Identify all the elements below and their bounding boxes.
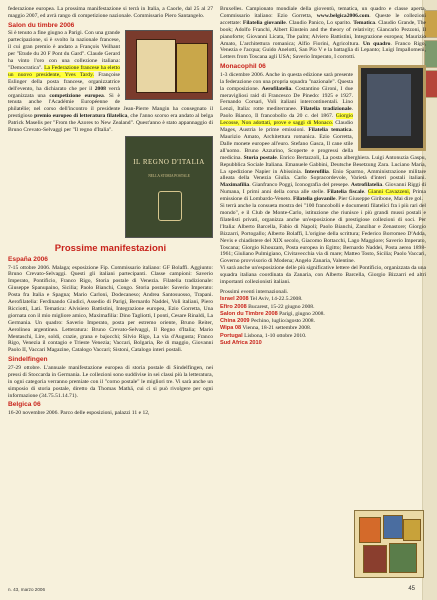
belgica-continued: . Claudio Grande, The book; Adolfo Franchi, Albert Einstein and the theory of relativity; Giancarlo Pezzoni, Il pianoforte; Giovanni Licata, The palm; Alviero Battistini, Integrazione europea; Maurizio Amato, L'architettura romanica; Alfio Fiorini, Agricoltura. (220, 19, 426, 47)
event-name: Sud Africa 2010 (220, 340, 262, 347)
monacophil-highlight: Giorgio Lecosse, Non adottati, prove e saggi di Monaco. (220, 113, 353, 127)
class-label: Interofilia (304, 168, 329, 175)
class-label: Storia postale (243, 154, 277, 161)
monacophil-text: . Giovanni Riggi di Numana, I primi anni della corsa alle stelle. (220, 182, 426, 196)
class-label: Aerofilatelia (261, 85, 292, 92)
event-detail: Pechino, luglio/agosto 2008. (250, 318, 315, 325)
monacophil-text: . Costantino Gironi, I due meravigliosi raid di Francesco De Pinedo: 1925 e 1927. Fernando Corsari, Voli italiani intercontinentali. Lino Lenzi, Italia: rotte mediterranee. (220, 85, 353, 113)
event-item (220, 333, 426, 340)
monacophil-text: Claudio Mages, Austria le prime emissioni. (220, 120, 353, 134)
class-label: Filatelia fiscale (327, 189, 365, 196)
monacophil-heading: Monacophil 06 (220, 63, 266, 71)
left-column (8, 6, 213, 417)
monacophil-stamp-image (358, 65, 426, 151)
event-item (220, 296, 426, 303)
event-item (220, 325, 426, 332)
class-label: Tematica (353, 19, 376, 26)
class-label: Maximafilia (220, 182, 250, 189)
belgica-continued: . Claudio Panico, Lo sparito. (285, 19, 354, 26)
regno-emblem (158, 191, 182, 221)
event-name: Portugal (220, 332, 243, 339)
event-item (220, 340, 426, 347)
monacophil-text: . Enrico Bertazzoli, La posta alberghiera. Luigi Antonuzia Gaspu, Repubblica Sociale Italiana. Emanuele Gabbini, Deutsche Besetzung Zara. Luciano Maria, La spedizione Napier in Abissinia. (220, 154, 426, 175)
issue-label: n. 43, marzo 2006 (8, 587, 46, 592)
regno-book-cover (125, 136, 213, 238)
salon-text: verrà organizzata una (8, 85, 120, 99)
monacophil-highlight: Gianni Cavazzeni, (367, 189, 411, 196)
salon-text: . Si è tenuta anche l'Académie Européenne de philatélie; nel corso dell'incontro il presidente Jean-Pierre Mangin ha consegnato il prestigioso (8, 92, 213, 120)
class-label: Filatelia tradizionale (300, 106, 352, 113)
monacophil-text: . (364, 189, 368, 196)
salon-heading: Salon du timbre 2006 (8, 21, 75, 29)
monacophil-text: Vi sarà anche un'esposizione delle più significative lettere del Pontificio, organizzata da una squadra italiana coordinata da Zanaria, con Alberto Barcella, Giorgio Bizzarri ed altri importanti collezionisti italiani. (220, 265, 426, 286)
salon-year: 2008 (94, 85, 106, 92)
monacophil-article (220, 61, 426, 286)
monacophil-text: Prima emissione di Lombardo-Veneto. (220, 189, 426, 203)
espana-heading: España 2006 (8, 255, 48, 263)
event-name: China 2009 (220, 318, 250, 325)
event-name: Efiro 2008 (220, 303, 247, 310)
salon-highlight: La Federazione francese ha eletto un nuovo presidente, Yves Tardy. (8, 64, 120, 78)
salon-text: Françoise Eslinger della posta francese, organizzatrice dell'evento, ha dichiarato che per il (8, 71, 120, 92)
collage-stamp (383, 515, 403, 539)
event-item (220, 311, 426, 318)
event-item (220, 318, 426, 325)
event-detail: Vienna, 18-21 settembre 2008. (242, 325, 312, 332)
collage-stamp (403, 519, 421, 541)
belgica-continued: Bruxelles. Campionato mondiale della gioventù, tematica, un quadro e classe aperta. Commissario italiano: Ezio Gorretta, (220, 6, 426, 19)
monacophil-text: 1-3 dicembre 2006. Anche in questa edizione sarà presente la federazione con una propria squadra "nazionale". Questa la composizione. (220, 71, 353, 92)
monacophil-text: . Pier Giuseppe Giribone, Mai dire gol. (335, 196, 423, 203)
monacophil-text: . Gianfranco Poggi, Iconografia del presepe. (249, 182, 351, 189)
collage-stamp (363, 545, 387, 573)
event-name: Israel 2008 (220, 296, 249, 303)
belgica-heading: Belgica 06 (8, 401, 41, 409)
belgica-url: www.belgica2006.com (316, 12, 370, 19)
event-name: Salon du Timbre 2008 (220, 310, 278, 317)
monacophil-text: . Maurizio Amato, Architettura romanica. Ezio Gorretta, Dalle monete europee all'euro. Stefano Gasca, Il cane stile all'uomo. Bruno Azzurino, Scoperte e progressi della medicina. (220, 127, 353, 161)
book-image (176, 43, 208, 93)
event-item (220, 304, 426, 311)
event-detail: Bucarest, 15-22 giugno 2008. (248, 303, 315, 310)
class-label: Un quadro (362, 40, 391, 47)
event-name: Wipa 08 (220, 325, 242, 332)
event-detail: Tel Aviv, 14-22.5.2008. (249, 296, 303, 303)
events-intro: Prossimi eventi internazionali. (220, 288, 289, 295)
page-number: 45 (408, 586, 415, 592)
monacophil-text: Si terrà anche la consueta mostra dei "100 francobolli e documenti filatelici fra i più rari del mondo", e il Club de Monte-Carlo, istituzione che riunisce i più grandi mussi postali e filatelisti privati, organizza anche un'esposizione di prestigiose collezioni di soci. Per l'Italia: Alberto Barcella, Fabio di Napoli; Paolo Bianchi, Zanzibar e Zenastore; Giorgio Bizzarri, Portogallo; Alberto Bolaffi, L'origine della scrittura; Federico Borromeo D'Adda, Nevis e chiadistere del XIX secolo, Giacomo Bottacchi, Lago Maggiore; Saverio Imperato, Toscana; Giorgio Khouzam, Posta europea in Egitto; Bernardo Naddei, Posta aerea 1898-1961; Giuliano Pulmigiano, Civitavecchia via di mare; Matteo Tosto, Sicilia; Paolo Vaccari, Governo provvisorio di Modena; Angelo Zanaria, Valentine. (220, 203, 426, 265)
salon-text: , che l'anno scorso era andato al belga Patrick Maselis per "From the Azores to New Zealand". Quest'anno è stato appannaggio di Bruno Crevato-Selvaggi per "Il regno d'Italia". (8, 113, 213, 134)
prossime-heading: Prossime manifestazioni (54, 243, 167, 254)
book-photo (125, 30, 213, 100)
belgica-text: 16-20 novembre 2006. Parco delle esposizioni, palazzi 11 e 12, (8, 410, 150, 416)
sindelfingen-text: 27-29 ottobre. L'annuale manifestazione europea di storia postale di Sindelfingen, nei pressi di Stoccarda in Germania. Le collezioni sono suddivise in sei classi più la letteratura, in ogni categoria verranno premiate con il "corno postale" le migliori tre. Vi sarà anche un simposio di storia postale, diretto da Thomas Mathä, cui ci si può rivolgere per ogni informazione (34.75.51.14.71). (8, 364, 213, 399)
class-label: Filatelia giovanile (293, 196, 336, 203)
salon-prize: premio europeo di letteratura filatelica (34, 113, 128, 120)
stamp-picture (367, 74, 411, 136)
class-label: Filatelia tematica (308, 127, 352, 134)
belgica-continued: . Queste le collezioni accettate: (220, 12, 426, 26)
espana-text: 7-15 ottobre 2006. Malaga; esposizione Fip. Commissario italiano: GF Bolaffi. Aggiunto: Bruno Crevato-Selvaggi. Questi gli italiani partecipanti. Classe campioni: Saverio Imperato, Pontificio, Franco Rigo, Storia postale di Venezia. Filatelia tradizionale: Giuseppe Spanupaino, Sicilia; Paolo Bianchi, Congo. Storia postale: Saverio Imperato: Posta fra Italia e Spagna; Mario Carloni, Dodecaneso; Andrea Santosuosso, Trapani. Aerofilatelia: Ferdinando Giudici, Assedio di Parigi, Bernardo Naddei, Voli italiani, Piero Ricciotti, Lati. Tematica: Alvisiero Battistini, Integrazione europea, Ezio Gorretta, Una giornata con il mio migliore amico, Maximafilia: Dino Tagliotti, I ponti, Cesare Rinaldi, La Germania. Un quadro: Saverio Imperato, posta per estremo oriente, Bruno Reiter, Aerolinea argentinea. Letteratura: Bruno Crevato-Selvaggi, Il Regno d'Italia; Mario Mentaschi, Lire, soldi, crazie, grana e bajocchi; Silvio Rigo, La via d'Augusta; Franco Rigo, Venezia il contagio e Trieste Venezia; Vaccari, Bolgaria, Re di maggio, Giovanni Paolo II, Vaccari Magazine, Catalogo Vaccari; Sistoni, Catalogo interi postali. (8, 264, 213, 354)
right-column (220, 6, 426, 347)
regno-cover-title: IL REGNO D'ITALIA (133, 158, 205, 166)
class-label: Astrofilatelia (350, 182, 383, 189)
collage-stamp (359, 517, 381, 543)
collage-stamp (389, 543, 417, 573)
events-list (220, 289, 426, 347)
salon-article (8, 30, 213, 241)
event-detail: Lisbona, 1-10 ottobre 2010. (244, 332, 307, 339)
event-detail: Parigi, giugno 2008. (279, 310, 325, 317)
monacophil-text: . Enio Sparmo, Amministrazione militare alleata della Venezia Giulia. Carlo Sopracordevole, Varietà d'interi postali italiani. (220, 168, 426, 182)
regno-cover-subtitle: NELLA STORIA POSTALE (148, 174, 190, 178)
book-image (136, 39, 176, 93)
salon-text: Si è tenuto a fine giugno a Parigi. Con una grande partecipazione, si è svolto la nazionale francese, il cui gran premio è andato a François Veilhant per "Etude du 20 F Pont du Gard". Claude Gerard ha vinto l'oro con una collezione italiana: "Democratica". (8, 30, 120, 71)
sindelfingen-heading: Sindelfingen (8, 356, 48, 364)
monacophil-text: . Paolo Bianco, Il francobollo da 20 c. del 1867. (220, 106, 353, 120)
intro-paragraph: federazione europea. La prossima manifestazione si terrà in Italia, a Caorle, dal 25 al 27 maggio 2007, ed avrà rango di competizione nazionale. Commissario Piero Santangelo. (8, 6, 213, 19)
class-label: Filatelia giovanile (242, 19, 286, 26)
belgica-continued: . Franco Rigo, Venezia e l'acqua; Guido Anelotti, San Pio V e la battaglia di Lepanto; Luigi Impallomeni, Letters from Toscana agli USA; Saverio Imperato, I corrotti. (220, 40, 426, 61)
stamp-collage-image (354, 510, 424, 578)
salon-competition: competizione europea (49, 92, 104, 99)
